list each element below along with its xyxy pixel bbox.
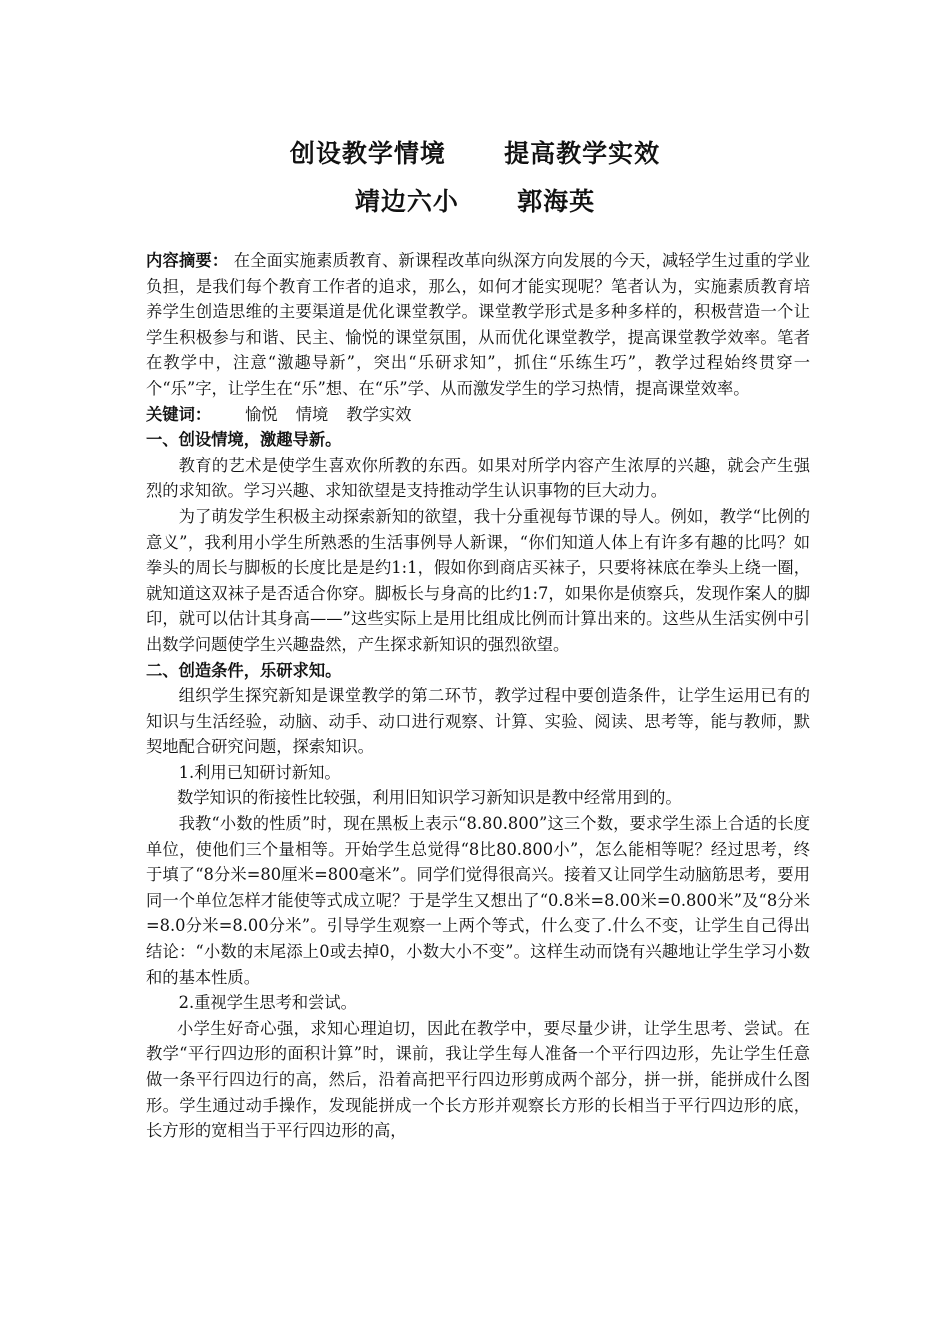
keyword-item: 愉悦 — [245, 404, 278, 424]
body-paragraph: 组织学生探究新知是课堂教学的第二环节，教学过程中要创造条件，让学生运用已有的知识与生活经验，动脑、动手、动口进行观察、计算、实验、阅读、思考等，能与教师，默契地配合研究问题，探索知识。 — [146, 686, 810, 757]
keywords-label: 关键词： — [146, 404, 212, 424]
document-body — [146, 248, 810, 1144]
keyword-item: 情境 — [295, 404, 329, 424]
section-heading: 二、创造条件，乐研求知。 — [146, 660, 342, 680]
abstract-text: 在全面实施素质教育、新课程改革向纵深方向发展的今天，减轻学生过重的学业负担，是我们每个教育工作者的追求，那么，如何才能实现呢？笔者认为，实施素质教育培养学生创造思维的主要渠道是优化课堂教学。课堂教学形式是多种多样的，积极营造一个让学生积极参与和谐、民主、愉悦的课堂氛围，从而优化课堂教学，提高课堂教学效率。笔者在教学中，注意“激趣导新”，突出“乐研求知”，抓住“乐练生巧”，教学过程始终贯穿一个“乐”字，让学生在“乐”想、在“乐”学、从而激发学生的学习热情，提高课堂效率。 — [146, 251, 810, 398]
subsection-heading: 2.重视学生思考和尝试。 — [178, 993, 357, 1013]
body-paragraph: 我教“小数的性质”时，现在黑板上表示“8.80.800”这三个数，要求学生添上合适的长度单位，使他们三个量相等。开始学生总觉得“8比80.800小”，怎么能相等呢？经过思考，终于填了“8分米=80厘米=800毫米”。同学们觉得很高兴。接着又让同学生动脑筋思考，要用同一个单位怎样才能使等式成立呢？于是学生又想出了“0.8米=8.00米=0.800米”及“8分米=8.0分米=8.00分米”。引导学生观察一上两个等式，什么变了.什么不变，让学生自己得出结论：“小数的末尾添上0或去掉0，小数大小不变”。这样生动而饶有兴趣地让学生学习小数和的基本性质。 — [146, 814, 810, 987]
abstract-paragraph — [146, 248, 810, 402]
section-heading: 一、创设情境，激趣导新。 — [146, 430, 342, 450]
body-paragraph: 为了萌发学生积极主动探索新知的欲望，我十分重视每节课的导人。例如，教学“比例的意义”，我利用小学生所熟悉的生活事例导人新课，“你们知道人体上有许多有趣的比吗？如拳头的周长与脚板的长度比是是约1:1，假如你到商店买袜子，只要将袜底在拳头上绕一圈，就知道这双袜子是否适合你穿。脚板长与身高的比约1:7，如果你是侦察兵，发现作案人的脚印，就可以估计其身高——”这些实际上是用比组成比例而计算出来的。这些从生活实例中引出数学问题使学生兴趣盎然，产生探求新知识的强烈欲望。 — [146, 506, 810, 654]
abstract-label: 内容摘要： — [146, 251, 229, 270]
author-line: 靖边六小 郭海英 — [354, 187, 596, 216]
document-title: 创设教学情境 提高教学实效 — [289, 139, 661, 168]
body-paragraph: 教育的艺术是使学生喜欢你所教的东西。如果对所学内容产生浓厚的兴趣，就会产生强烈的求知欲。学习兴趣、求知欲望是支持推动学生认识事物的巨大动力。 — [146, 455, 810, 501]
body-paragraph: 小学生好奇心强，求知心理迫切，因此在教学中，要尽量少讲，让学生思考、尝试。在教学“平行四边形的面积计算”时，课前，我让学生每人准备一个平行四边形，先让学生任意做一条平行四边行的高，然后，沿着高把平行四边形剪成两个部分，拼一拼，能拼成什么图形。学生通过动手操作，发现能拼成一个长方形并观察长方形的长相当于平行四边形的底，长方形的宽相当于平行四边形的高， — [146, 1018, 810, 1141]
keywords-line — [146, 402, 810, 428]
subsection-heading: 1.利用已知研讨新知。 — [178, 762, 341, 782]
body-paragraph: 数学知识的衔接性比较强，利用旧知识学习新知识是教中经常用到的。 — [176, 788, 682, 808]
keyword-item: 教学实效 — [346, 404, 412, 424]
